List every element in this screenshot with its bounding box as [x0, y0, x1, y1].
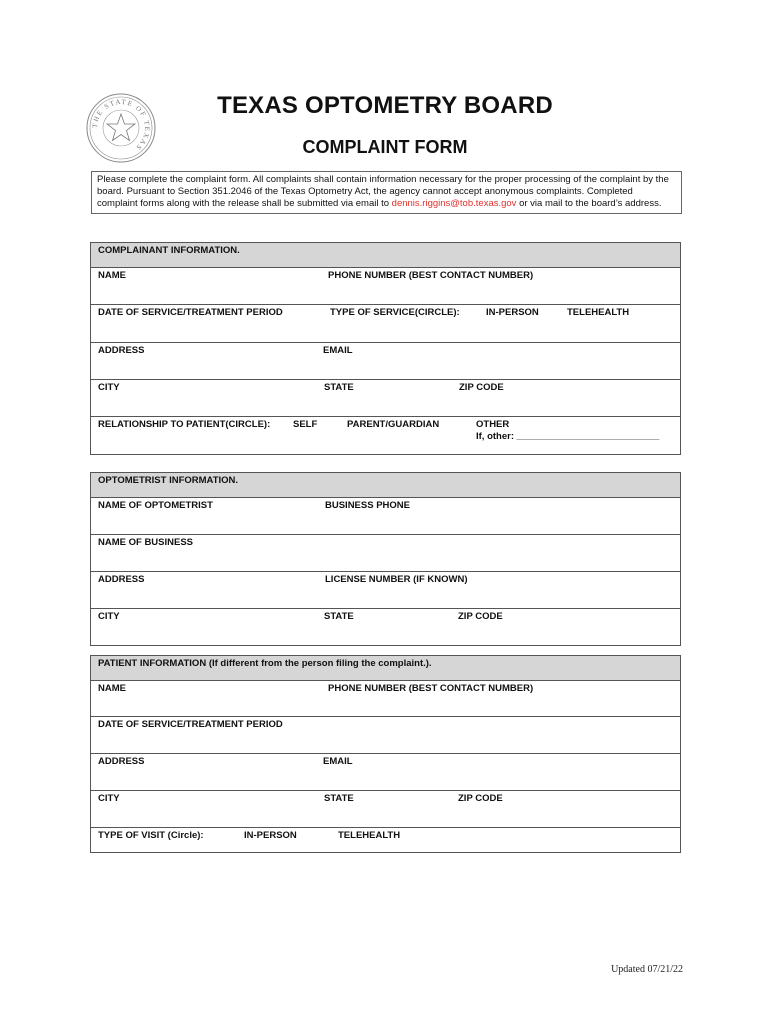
complainant-name-label: NAME — [98, 270, 126, 281]
patient-name-label: NAME — [98, 683, 126, 694]
complainant-zip-label: ZIP CODE — [459, 382, 504, 393]
relationship-label: RELATIONSHIP TO PATIENT(CIRCLE): — [98, 419, 271, 430]
patient-state-label: STATE — [324, 793, 354, 804]
form-subtitle: COMPLAINT FORM — [302, 137, 468, 157]
relationship-option-other[interactable]: OTHER — [476, 419, 510, 430]
complainant-address-row[interactable] — [91, 343, 680, 380]
patient-date-of-service-label: DATE OF SERVICE/TREATMENT PERIOD — [98, 719, 283, 730]
optometrist-name-row[interactable] — [91, 498, 680, 535]
complainant-address-label: ADDRESS — [98, 345, 145, 356]
patient-address-row[interactable] — [91, 754, 680, 791]
optometrist-section — [90, 472, 681, 646]
optometrist-section-header: OPTOMETRIST INFORMATION. — [91, 473, 680, 498]
seal-text: THE STATE OF TEXAS — [90, 97, 152, 153]
license-number-label: LICENSE NUMBER (IF KNOWN) — [325, 574, 468, 585]
optometrist-name-label: NAME OF OPTOMETRIST — [98, 500, 213, 511]
complainant-section-header: COMPLAINANT INFORMATION. — [91, 243, 680, 268]
visit-option-in-person[interactable]: IN-PERSON — [244, 830, 297, 841]
relationship-other-field[interactable]: If, other: ___________________________ — [476, 431, 660, 442]
complainant-section — [90, 242, 681, 455]
instructions-box — [91, 171, 682, 214]
optometrist-address-label: ADDRESS — [98, 574, 145, 585]
business-phone-label: BUSINESS PHONE — [325, 500, 410, 511]
relationship-row[interactable] — [91, 417, 680, 454]
visit-option-telehealth[interactable]: TELEHEALTH — [338, 830, 401, 841]
submission-email-link[interactable]: dennis.riggins@tob.texas.gov — [391, 198, 517, 209]
instructions-text-end: or via mail to the board’s address. — [516, 198, 662, 209]
complainant-name-row[interactable] — [91, 268, 680, 305]
complainant-state-label: STATE — [324, 382, 354, 393]
relationship-option-self[interactable]: SELF — [293, 419, 318, 430]
page-title: TEXAS OPTOMETRY BOARD — [217, 92, 553, 119]
patient-section — [90, 655, 681, 853]
business-name-row[interactable] — [91, 535, 680, 572]
patient-city-label: CITY — [98, 793, 120, 804]
instructions-text: Please complete the complaint form. All complaints shall contain information necessary for the proper processing of the complaint by the board. Pursuant to Section 351.2046 of the Texas Optometry Act, the agency cannot accept anonymous complaints. Completed complaint forms along with the release shall be submitted via email to — [97, 174, 669, 209]
complainant-city-label: CITY — [98, 382, 120, 393]
complainant-phone-label: PHONE NUMBER (BEST CONTACT NUMBER) — [328, 270, 534, 281]
patient-section-header: PATIENT INFORMATION (If different from the person filing the complaint.). — [91, 656, 680, 681]
optometrist-city-label: CITY — [98, 611, 120, 622]
complainant-email-label: EMAIL — [323, 345, 353, 356]
patient-name-row[interactable] — [91, 681, 680, 717]
complainant-date-of-service-label: DATE OF SERVICE/TREATMENT PERIOD — [98, 307, 283, 318]
complainant-city-row[interactable] — [91, 380, 680, 417]
updated-date: Updated 07/21/22 — [611, 964, 683, 975]
optometrist-state-label: STATE — [324, 611, 354, 622]
service-option-in-person[interactable]: IN-PERSON — [486, 307, 539, 318]
relationship-option-parent[interactable]: PARENT/GUARDIAN — [347, 419, 440, 430]
optometrist-address-row[interactable] — [91, 572, 680, 609]
type-of-service-label: TYPE OF SERVICE(CIRCLE): — [330, 307, 460, 318]
optometrist-zip-label: ZIP CODE — [458, 611, 503, 622]
patient-zip-label: ZIP CODE — [458, 793, 503, 804]
business-name-label: NAME OF BUSINESS — [98, 537, 194, 548]
patient-city-row[interactable] — [91, 791, 680, 828]
patient-address-label: ADDRESS — [98, 756, 145, 767]
patient-date-of-service-row[interactable] — [91, 717, 680, 754]
optometrist-city-row[interactable] — [91, 609, 680, 645]
patient-email-label: EMAIL — [323, 756, 353, 767]
service-option-telehealth[interactable]: TELEHEALTH — [567, 307, 630, 318]
type-of-visit-row[interactable] — [91, 828, 680, 852]
complainant-service-row[interactable] — [91, 305, 680, 343]
type-of-visit-label: TYPE OF VISIT (Circle): — [98, 830, 204, 841]
patient-phone-label: PHONE NUMBER (BEST CONTACT NUMBER) — [328, 683, 534, 694]
